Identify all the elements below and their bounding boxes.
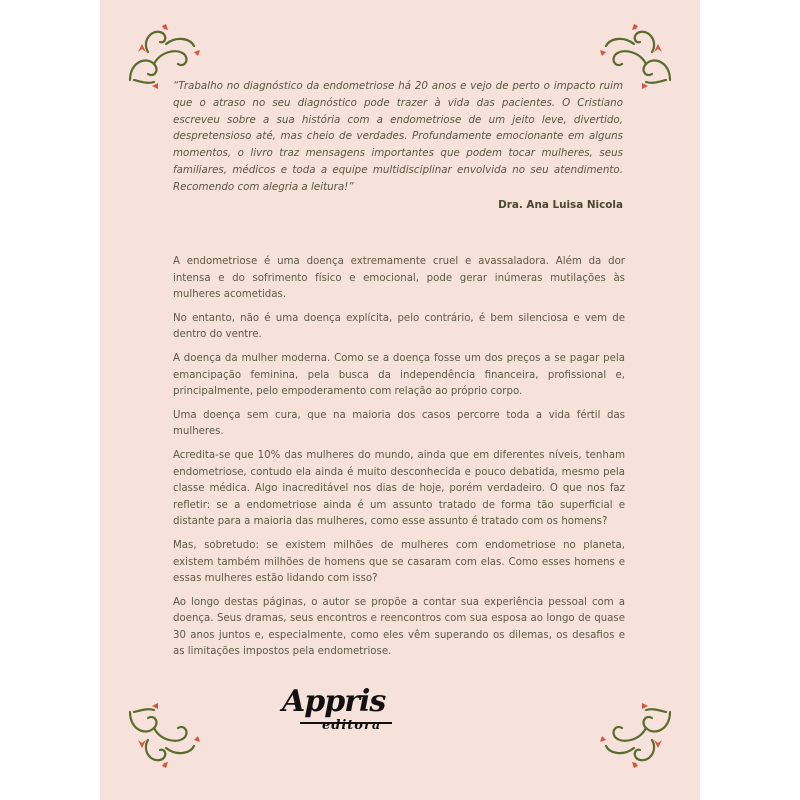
synopsis-paragraph: No entanto, não é uma doença explícita, pelo contrário, é bem silenciosa e vem de dentro do ventre. (173, 312, 625, 341)
publisher-logo (282, 684, 402, 746)
synopsis-paragraph: Uma doença sem cura, que na maioria dos casos percorre toda a vida fértil das mulheres. (173, 409, 625, 438)
synopsis-paragraph: Acredita-se que 10% das mulheres do mundo, ainda que em diferentes níveis, tenham endometriose, contudo ela ainda é muito desconhecida e pouco debatida, mesmo pela classe médica. Algo inacreditável nos dias de hoje, porém verdadeiro. O que nos faz refletir: se a endometriose ainda é um assunto tratado de forma tão superficial e distante para a maioria das mulheres, como esse assunto é tratado com os homens? (173, 449, 625, 528)
floral-ornament-bottom-right (596, 700, 676, 770)
testimonial-author: Dra. Ana Luisa Nicola (498, 199, 623, 211)
publisher-logo-subtitle: editora (322, 718, 382, 733)
synopsis-paragraph: A doença da mulher moderna. Como se a doença fosse um dos preços a se pagar pela emancipação feminina, pela busca da independência financeira, profissional e, principalmente, pelo empoderamento com relação ao próprio corpo. (173, 352, 625, 398)
synopsis-paragraph: A endometriose é uma doença extremamente cruel e avassaladora. Além da dor intensa e do sofrimento físico e emocional, pode gerar inúmeras mutilações às mulheres acometidas. (173, 256, 625, 301)
publisher-logo-name: Appris (282, 684, 386, 719)
synopsis-text (173, 254, 625, 668)
testimonial-quote: “Trabalho no diagnóstico da endometriose há 20 anos e vejo de perto o impacto ruim que o atraso no seu diagnóstico pode trazer à vida das pacientes. O Cristiano escreveu sobre a sua história com a endometriose de um jeito leve, divertido, despretensioso até, mas cheio de verdades. Profundamente emocionante em alguns momentos, o livro traz mensagens importantes que podem tocar mulheres, seus familiares, médicos e toda a equipe multidisciplinar envolvida no seu atendimento. Recomendo com alegria a leitura!” (173, 80, 623, 193)
synopsis-paragraph: Mas, sobretudo: se existem milhões de mulheres com endometriose no planeta, existem também milhões de homens que se casaram com elas. Como esses homens e essas mulheres estão lidando com isso? (173, 539, 625, 585)
floral-ornament-bottom-left (124, 700, 204, 770)
synopsis-paragraph: Ao longo destas páginas, o autor se propõe a contar sua experiência pessoal com a doença. Seus dramas, seus encontros e reencontros com sua esposa ao longo de quase 30 anos juntos e, especialmente, como eles vêm superando os dilemas, os desafios e as limitações impostos pela endometriose. (173, 596, 625, 658)
